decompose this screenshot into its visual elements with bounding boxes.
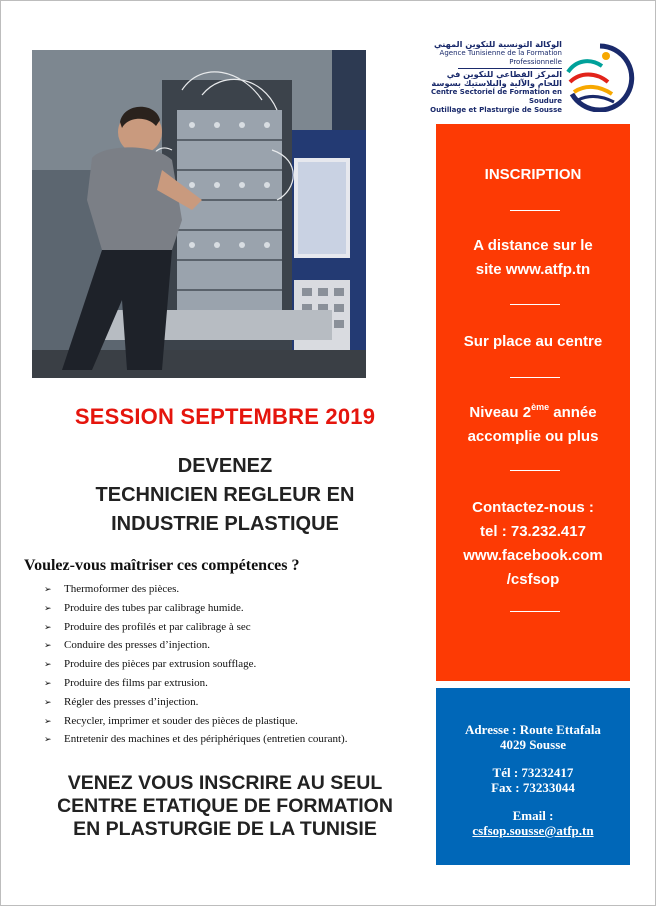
list-item [44,599,347,618]
inscription-panel [436,124,630,681]
divider [510,611,560,612]
arrow-bullet-icon: ➢ [44,735,52,746]
atfp-logo [430,40,640,120]
level-prefix: Niveau 2 [469,404,532,421]
address-fax: Fax : 73233044 [491,780,575,795]
level-requirement [436,401,630,449]
arrow-bullet-icon: ➢ [44,697,52,708]
address-block [436,722,630,752]
skill-text: Thermoformer des pièces. [64,583,180,595]
divider [510,470,560,471]
arrow-bullet-icon: ➢ [44,622,52,633]
skill-text: Produire des tubes par calibrage humide. [64,601,244,614]
skill-text: Entretenir des machines et des périphériques (entretien courant). [64,733,348,746]
headline-line: DEVENEZ [177,455,273,477]
arrow-bullet-icon: ➢ [44,603,52,614]
footer-line: VENEZ VOUS INSCRIRE AU SEUL [67,772,383,794]
onsite-registration: Sur place au centre [463,333,603,350]
logo-agency-line2: Professionnelle [509,58,562,66]
divider [510,377,560,378]
facebook-line1[interactable]: www.facebook.com [463,547,603,564]
list-item [44,655,347,674]
address-panel [436,688,630,865]
arrow-bullet-icon: ➢ [44,716,52,727]
logo-arabic-agency: الوكالة التونسية للتكوين المهني [433,39,562,49]
list-item [44,618,347,637]
inscription-title: INSCRIPTION [484,166,582,183]
skill-text: Conduire des presses d’injection. [64,639,211,652]
footer-call-to-action [20,772,430,841]
skills-question: Voulez-vous maîtriser ces compétences ? [24,557,300,574]
facebook-line2[interactable]: /csfsop [506,571,560,588]
arrow-bullet-icon: ➢ [44,585,52,595]
machine-illustration [32,50,366,378]
footer-line: CENTRE ETATIQUE DE FORMATION [57,795,393,817]
skill-text: Produire des profilés et par calibrage à sec [64,620,251,633]
skill-text: Recycler, imprimer et souder des pièces de plastique. [64,714,298,727]
contact-tel: tel : 73.232.417 [480,523,586,540]
list-item [44,636,347,655]
address-line1: Adresse : Route Ettafala [465,722,601,737]
address-tel: Tél : 73232417 [492,765,574,780]
logo-agency-line1: Agence Tunisienne de la Formation [439,49,562,57]
headline-line: TECHNICIEN REGLEUR EN [95,484,355,506]
email-block [436,808,630,838]
list-item [44,693,347,712]
list-item [44,712,347,731]
list-item [44,674,347,693]
skills-list [44,580,347,749]
arrow-bullet-icon: ➢ [44,641,52,652]
logo-center-line2: Outillage et Plasturgie de Sousse [430,106,562,114]
list-item [44,730,347,749]
list-item [44,580,347,599]
logo-emblem-icon [562,42,638,112]
arrow-bullet-icon: ➢ [44,660,52,671]
remote-line1: A distance sur le [473,237,593,254]
arrow-bullet-icon: ➢ [44,678,52,689]
contact-title: Contactez-nous : [472,499,594,516]
level-suffix: année [549,404,597,421]
headline [20,452,430,539]
divider [510,210,560,211]
logo-arabic-center-line2: اللحام والآلية والبلاستيك بسوسة [431,78,562,88]
phone-block [436,765,630,795]
technician-machine-photo [32,50,366,378]
divider [510,304,560,305]
footer-line: EN PLASTURGIE DE LA TUNISIE [73,818,377,840]
session-title: SESSION SEPTEMBRE 2019 [74,404,376,429]
logo-text [430,40,562,115]
logo-center-line1: Centre Sectoriel de Formation en Soudure [430,88,562,105]
headline-line: INDUSTRIE PLASTIQUE [111,513,339,535]
level-line2: accomplie ou plus [467,428,599,445]
contact-block [436,496,630,592]
logo-arabic-center-line1: المركز القطاعي للتكوين في [446,69,562,79]
remote-line2[interactable]: site www.atfp.tn [475,261,591,278]
address-line2: 4029 Sousse [499,737,567,752]
skill-text: Produire des films par extrusion. [64,676,208,689]
skill-text: Produire des pièces par extrusion soufflage. [64,658,257,671]
email-link[interactable]: csfsop.sousse@atfp.tn [472,823,594,838]
skill-text: Régler des presses d’injection. [64,695,199,708]
email-label: Email : [512,808,554,823]
level-superscript: ème [531,402,550,412]
remote-registration [436,234,630,282]
